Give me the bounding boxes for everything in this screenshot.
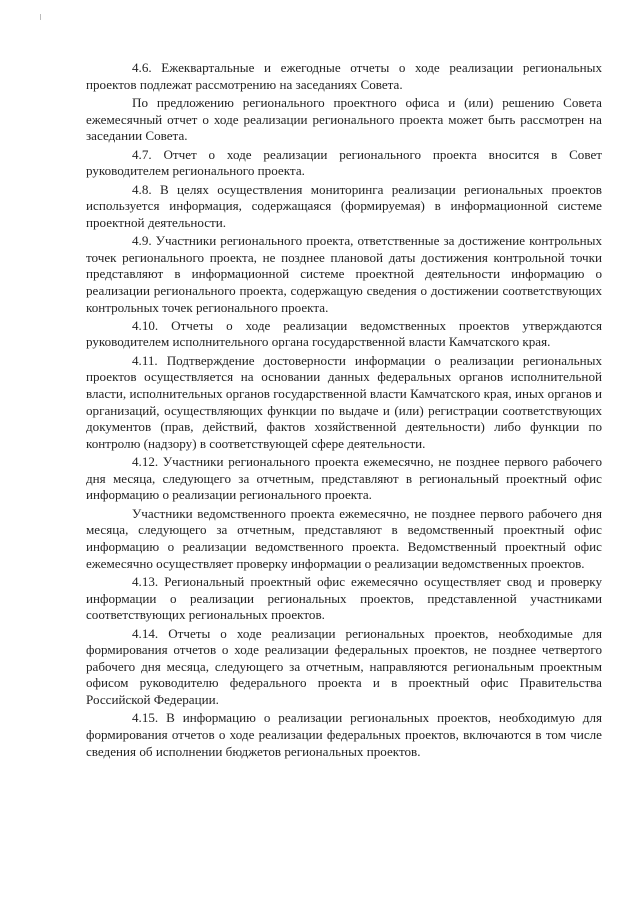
paragraph-4-7: 4.7. Отчет о ходе реализации регионального проекта вносится в Совет руководителем регионального проекта. xyxy=(86,146,602,179)
paragraph-4-11: 4.11. Подтверждение достоверности информации о реализации региональных проектов осуществляется на основании данных федеральных органов исполнительной власти, исполнительных органов государственной власти Камчатского края, иных органов и организаций, осуществляющих функции по выдаче и (или) регистрации соответствующих документов (прав, действий, фактов хозяйственной деятельности) либо функции по контролю (надзору) в соответствующей сфере деятельности. xyxy=(86,352,602,451)
paragraph-4-12: 4.12. Участники регионального проекта ежемесячно, не позднее первого рабочего дня месяца, следующего за отчетным, представляют в региональный проектный офис информацию о реализации регионального проекта. xyxy=(86,454,602,503)
paragraph-4-15: 4.15. В информацию о реализации региональных проектов, необходимую для формирования отчетов о ходе реализации федеральных проектов, включаются в том числе сведения об исполнении бюджетов региональных проектов. xyxy=(86,710,602,759)
document-page xyxy=(86,60,602,762)
paragraph-4-10: 4.10. Отчеты о ходе реализации ведомственных проектов утверждаются руководителем исполнительного органа государственной власти Камчатского края. xyxy=(86,317,602,350)
paragraph-4-14: 4.14. Отчеты о ходе реализации региональных проектов, необходимые для формирования отчетов о ходе реализации федеральных проектов, не позднее четвертого рабочего дня месяца, следующего за отчетным, направляются региональным проектным офисом руководителю федерального проекта и в проектный офис Правительства Российской Федерации. xyxy=(86,625,602,707)
paragraph-4-12-departmental: Участники ведомственного проекта ежемесячно, не позднее первого рабочего дня месяца, следующего за отчетным, представляют в ведомственный проектный офис информацию о реализации ведомственного проекта. Ведомственный проектный офис ежемесячно осуществляет проверку информации о реализации ведомственных проектов. xyxy=(86,505,602,571)
paragraph-4-8: 4.8. В целях осуществления мониторинга реализации региональных проектов используется информация, содержащаяся (формируемая) в информационной системе проектной деятельности. xyxy=(86,181,602,230)
paragraph-4-9: 4.9. Участники регионального проекта, ответственные за достижение контрольных точек регионального проекта, не позднее плановой даты достижения контрольной точки представляют в информационной системе проектной деятельности информацию о реализации регионального проекта, содержащую сведения о достижении соответствующих контрольных точек регионального проекта. xyxy=(86,233,602,315)
scan-mark xyxy=(40,14,44,20)
paragraph-4-6-council-proposal: По предложению регионального проектного офиса и (или) решению Совета ежемесячный отчет о ходе реализации регионального проекта может быть рассмотрен на заседании Совета. xyxy=(86,94,602,144)
paragraph-4-13: 4.13. Региональный проектный офис ежемесячно осуществляет свод и проверку информации о реализации региональных проектов, представленной участниками соответствующих региональных проектов. xyxy=(86,573,602,623)
paragraph-4-6: 4.6. Ежеквартальные и ежегодные отчеты о ходе реализации региональных проектов подлежат рассмотрению на заседаниях Совета. xyxy=(86,60,602,92)
